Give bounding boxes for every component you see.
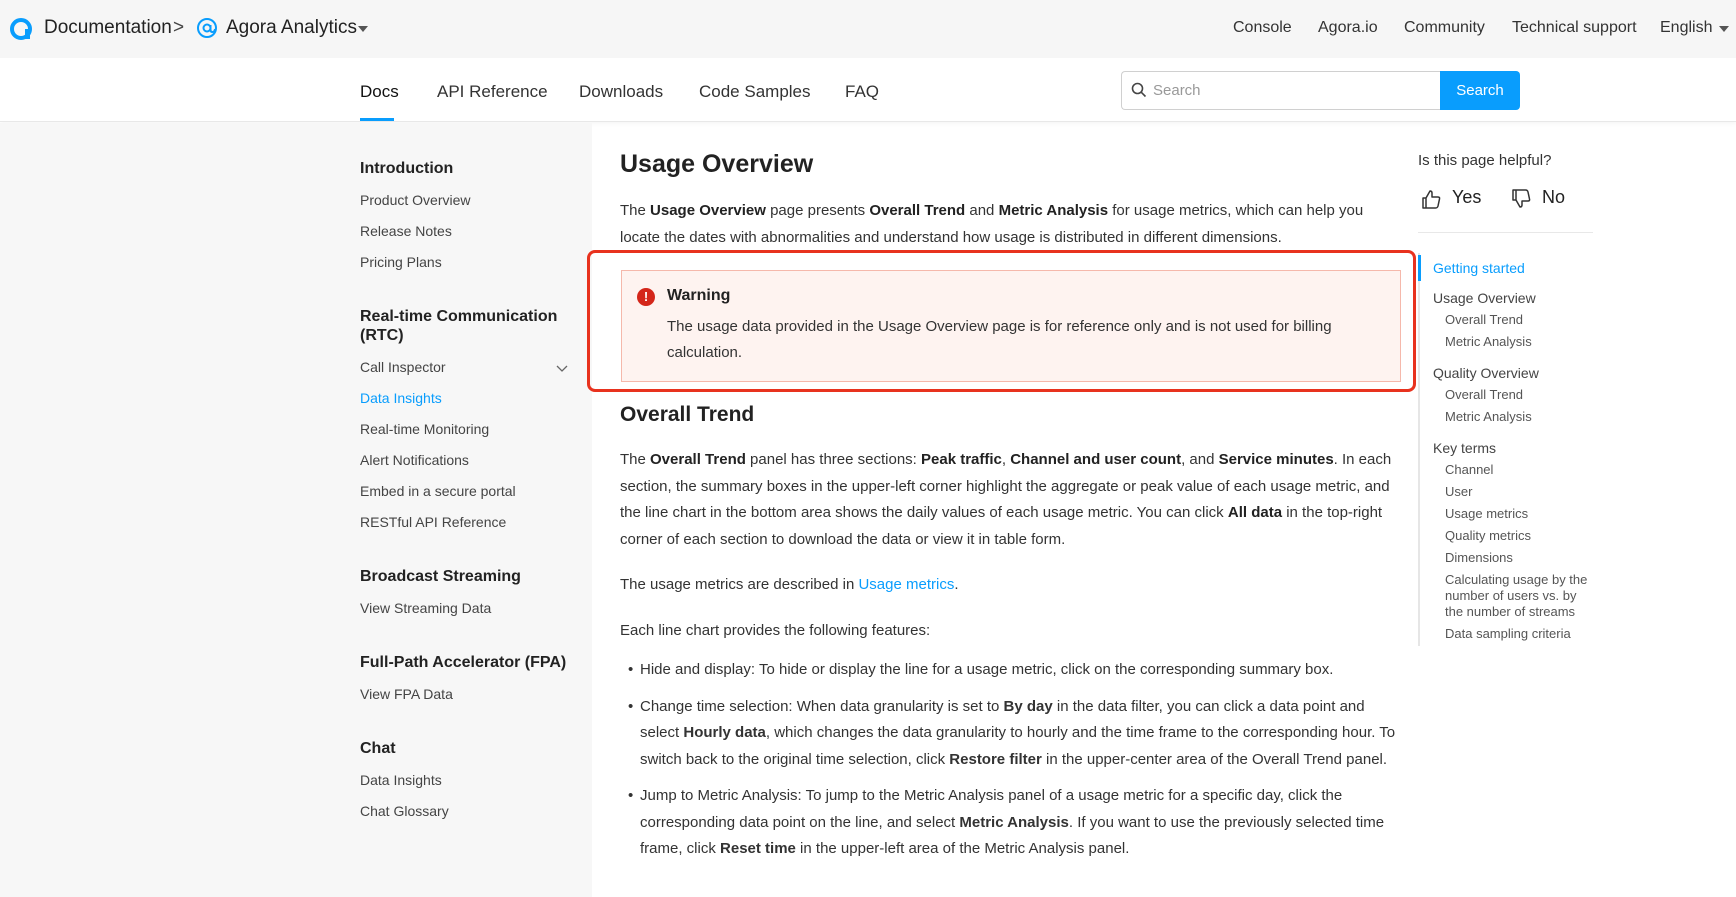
usage-metrics-link[interactable]: Usage metrics — [858, 576, 955, 593]
section-title-overall-trend: Overall Trend — [620, 403, 755, 426]
sidebar-item-pricing-plans[interactable]: Pricing Plans — [360, 254, 442, 270]
product-selector[interactable]: Agora Analytics — [226, 17, 357, 38]
tab-downloads[interactable]: Downloads — [579, 82, 664, 101]
usage-metrics-paragraph: The usage metrics are described in Usage metrics. — [620, 576, 959, 593]
documentation-link[interactable]: Documentation — [44, 17, 172, 38]
toc-active-indicator — [1418, 255, 1421, 281]
sidebar-item-restful-api-reference[interactable]: RESTful API Reference — [360, 514, 507, 530]
sidebar-item-chat-glossary[interactable]: Chat Glossary — [360, 803, 449, 819]
community-link[interactable]: Community — [1404, 19, 1485, 36]
sidebar-item-alert-notifications[interactable]: Alert Notifications — [360, 452, 469, 468]
overall-trend-paragraph: The Overall Trend panel has three sections: Peak traffic, Channel and user count, and Service minutes. In each section, the summary boxes in the upper-left corner highlight the aggregate or peak value of each usage metric, and the line chart in the bottom area shows the daily values of each usage metric. You can click All data in the top-right corner of each section to download the data or view it in table form. — [620, 451, 1392, 548]
tab-code-samples[interactable]: Code Samples — [699, 82, 811, 101]
sidebar-item-view-streaming-data[interactable]: View Streaming Data — [360, 600, 492, 616]
intro-paragraph: The Usage Overview page presents Overall Trend and Metric Analysis for usage metrics, which can help you locate the dates with abnormalities and understand how usage is distributed in different dimensions. — [620, 202, 1364, 246]
toc-item-quality-metrics[interactable]: Quality metrics — [1445, 528, 1531, 543]
toc-item-data-sampling-criteria[interactable]: Data sampling criteria — [1445, 626, 1571, 641]
active-tab-indicator — [360, 118, 394, 121]
annotation-highlight — [587, 250, 1416, 392]
sidebar-item-call-inspector[interactable]: Call Inspector — [360, 359, 446, 375]
language-selector[interactable]: English — [1660, 19, 1713, 36]
agora-io-link[interactable]: Agora.io — [1318, 19, 1378, 36]
list-item: • Hide and display: To hide or display the line for a usage metric, click on the corresponding summary box. — [640, 657, 1402, 684]
left-sidebar — [0, 123, 592, 897]
sidebar-item-product-overview[interactable]: Product Overview — [360, 192, 471, 208]
feedback-no-button[interactable]: No — [1542, 187, 1566, 207]
search-input[interactable] — [1153, 72, 1433, 109]
toc-item-calculating-usage[interactable]: Calculating usage by the number of users vs. by the number of streams — [1445, 572, 1588, 619]
toc-item-quality-overall-trend[interactable]: Overall Trend — [1445, 387, 1524, 402]
console-link[interactable]: Console — [1233, 19, 1292, 36]
chevron-down-icon[interactable] — [358, 26, 368, 32]
sidebar-heading-fpa: Full-Path Accelerator (FPA) — [360, 654, 567, 671]
search-icon — [1131, 82, 1147, 98]
sidebar-item-release-notes[interactable]: Release Notes — [360, 223, 452, 239]
agora-logo-icon[interactable] — [10, 18, 32, 40]
tab-faq[interactable]: FAQ — [845, 82, 880, 101]
search-button[interactable]: Search — [1440, 71, 1520, 110]
sidebar-heading-rtc: Real-time Communication (RTC) — [360, 308, 558, 344]
chevron-down-icon[interactable] — [556, 362, 568, 374]
at-sign-icon — [196, 17, 218, 39]
page-title: Usage Overview — [620, 150, 814, 178]
sidebar-item-data-insights[interactable]: Data Insights — [360, 390, 442, 406]
toc-item-dimensions[interactable]: Dimensions — [1445, 550, 1513, 565]
toc-item-key-terms[interactable]: Key terms — [1433, 440, 1497, 456]
breadcrumb-separator: > — [173, 17, 185, 38]
toc-item-usage-overall-trend[interactable]: Overall Trend — [1445, 312, 1524, 327]
sidebar-item-real-time-monitoring[interactable]: Real-time Monitoring — [360, 421, 490, 437]
toc-rail — [1418, 253, 1420, 646]
features-intro: Each line chart provides the following features: — [620, 622, 931, 639]
toc-item-getting-started[interactable]: Getting started — [1433, 260, 1525, 276]
sidebar-item-view-fpa-data[interactable]: View FPA Data — [360, 686, 453, 702]
sidebar-heading-broadcast-streaming: Broadcast Streaming — [360, 568, 521, 585]
toc-item-usage-metric-analysis[interactable]: Metric Analysis — [1445, 334, 1532, 349]
toc-item-usage-metrics[interactable]: Usage metrics — [1445, 506, 1529, 521]
technical-support-link[interactable]: Technical support — [1512, 19, 1637, 36]
chevron-down-icon[interactable] — [1719, 26, 1729, 32]
warning-icon: ! — [637, 288, 655, 306]
sidebar-heading-introduction: Introduction — [360, 160, 454, 177]
sidebar-item-chat-data-insights[interactable]: Data Insights — [360, 772, 442, 788]
list-item: • Change time selection: When data granularity is set to By day in the data filter, you can click a data point and select Hourly data, which changes the data granularity to hourly and the time frame to the corresponding hour. To switch back to the original time selection, click Restore filter in the upper-center area of the Overall Trend panel. — [640, 694, 1402, 774]
feedback-yes-button[interactable]: Yes — [1452, 187, 1482, 207]
thumbs-down-icon[interactable] — [1510, 188, 1532, 210]
toc-item-quality-metric-analysis[interactable]: Metric Analysis — [1445, 409, 1532, 424]
sidebar-heading-chat: Chat — [360, 740, 396, 757]
list-item: • Jump to Metric Analysis: To jump to the Metric Analysis panel of a usage metric for a specific day, click the corresponding data point on the line, and select Metric Analysis. If you want to use the previously selected time frame, click Reset time in the upper-left area of the Metric Analysis panel. — [640, 783, 1402, 863]
warning-title: Warning — [667, 287, 731, 304]
toc-item-quality-overview[interactable]: Quality Overview — [1433, 365, 1539, 381]
features-list — [640, 657, 1402, 873]
top-bar — [0, 0, 1736, 58]
divider — [1418, 232, 1593, 233]
toc-item-usage-overview[interactable]: Usage Overview — [1433, 290, 1536, 306]
tab-api-reference[interactable]: API Reference — [437, 82, 548, 101]
warning-text: The usage data provided in the Usage Overview page is for reference only and is not used for billing calculation. — [667, 318, 1332, 361]
toc-item-channel[interactable]: Channel — [1445, 462, 1494, 477]
thumbs-up-icon[interactable] — [1420, 188, 1442, 210]
toc-item-user[interactable]: User — [1445, 484, 1473, 499]
tab-docs[interactable]: Docs — [360, 82, 399, 101]
sidebar-item-embed-secure-portal[interactable]: Embed in a secure portal — [360, 483, 516, 499]
feedback-question: Is this page helpful? — [1418, 152, 1552, 169]
